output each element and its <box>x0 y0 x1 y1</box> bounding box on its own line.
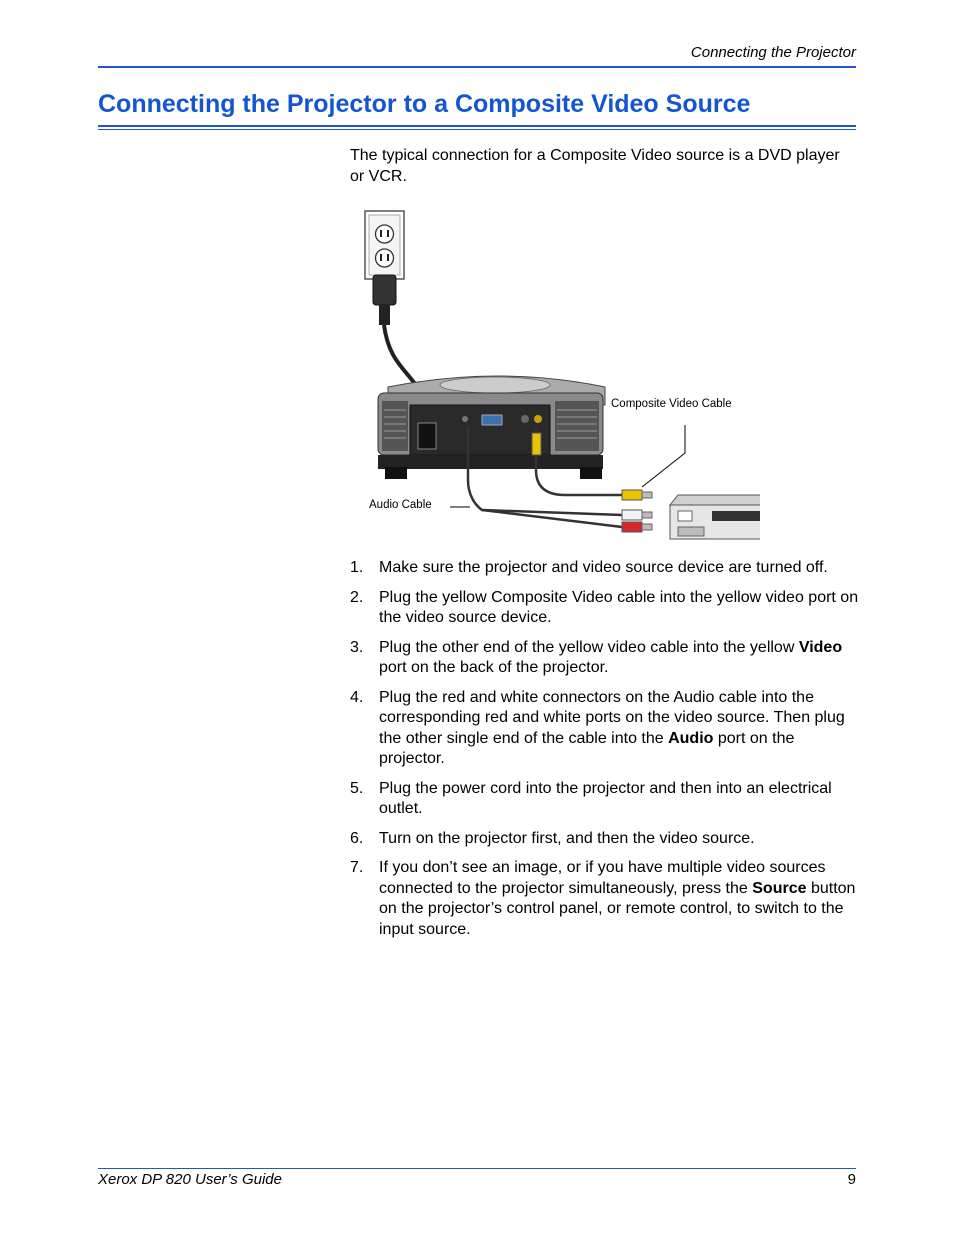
step-item <box>350 779 860 820</box>
step-text: Plug the yellow Composite Video cable into the yellow video port on the video source device. <box>379 588 859 626</box>
running-header: Connecting the Projector <box>690 44 856 61</box>
footer-rule <box>98 1168 856 1169</box>
step-text: If you don’t see an image, or if you have multiple video sources connected to the projector simultaneously, press the <box>379 859 826 897</box>
step-item <box>350 588 860 629</box>
rca-plugs-icon <box>622 490 652 532</box>
step-number: 5. <box>350 779 364 797</box>
projector-icon <box>378 376 605 479</box>
header-rule <box>98 66 856 68</box>
step-item <box>350 558 860 579</box>
step-item <box>350 858 860 940</box>
title-rule-thin <box>98 129 856 130</box>
step-emphasis: Video <box>798 638 843 656</box>
step-number: 7. <box>350 859 364 876</box>
composite-cable-label: Composite Video Cable <box>611 398 732 410</box>
step-number: 1. <box>350 559 364 576</box>
step-text: Plug the power cord into the projector and then into an electrical outlet. <box>379 779 832 817</box>
step-text: button on the projector’s control panel, or remote control, to switch to the input source. <box>379 879 856 938</box>
step-text: port on the projector. <box>379 729 795 767</box>
intro-paragraph: The typical connection for a Composite Video source is a DVD player or VCR. <box>350 147 840 185</box>
connection-illustration <box>360 205 760 540</box>
wall-outlet-icon <box>365 211 404 279</box>
step-emphasis: Audio <box>668 729 714 747</box>
audio-cable-label: Audio Cable <box>369 499 432 511</box>
step-text: Plug the red and white connectors on the Audio cable into the corresponding red and white ports on the video source. Then plug the other single end of the cable into the <box>379 688 845 747</box>
footer-guide-title: Xerox DP 820 User’s Guide <box>98 1171 282 1188</box>
step-item <box>350 638 860 679</box>
step-emphasis: Source <box>752 879 807 897</box>
power-plug-icon <box>373 275 396 325</box>
vcr-icon <box>670 495 760 539</box>
step-text: Turn on the projector first, and then the video source. <box>379 829 755 847</box>
page-number: 9 <box>847 1171 856 1188</box>
instruction-steps <box>350 558 860 949</box>
step-number: 2. <box>350 588 364 606</box>
step-number: 4. <box>350 688 364 706</box>
step-number: 6. <box>350 829 364 847</box>
step-item <box>350 829 860 850</box>
step-text: port on the back of the projector. <box>379 659 609 676</box>
step-text: Make sure the projector and video source device are turned off. <box>379 559 828 576</box>
step-text: Plug the other end of the yellow video cable into the yellow <box>379 638 799 656</box>
section-title: Connecting the Projector to a Composite Video Source <box>98 90 751 118</box>
title-rule <box>98 125 856 127</box>
step-item <box>350 688 860 770</box>
step-number: 3. <box>350 638 364 656</box>
connection-diagram <box>360 205 760 540</box>
